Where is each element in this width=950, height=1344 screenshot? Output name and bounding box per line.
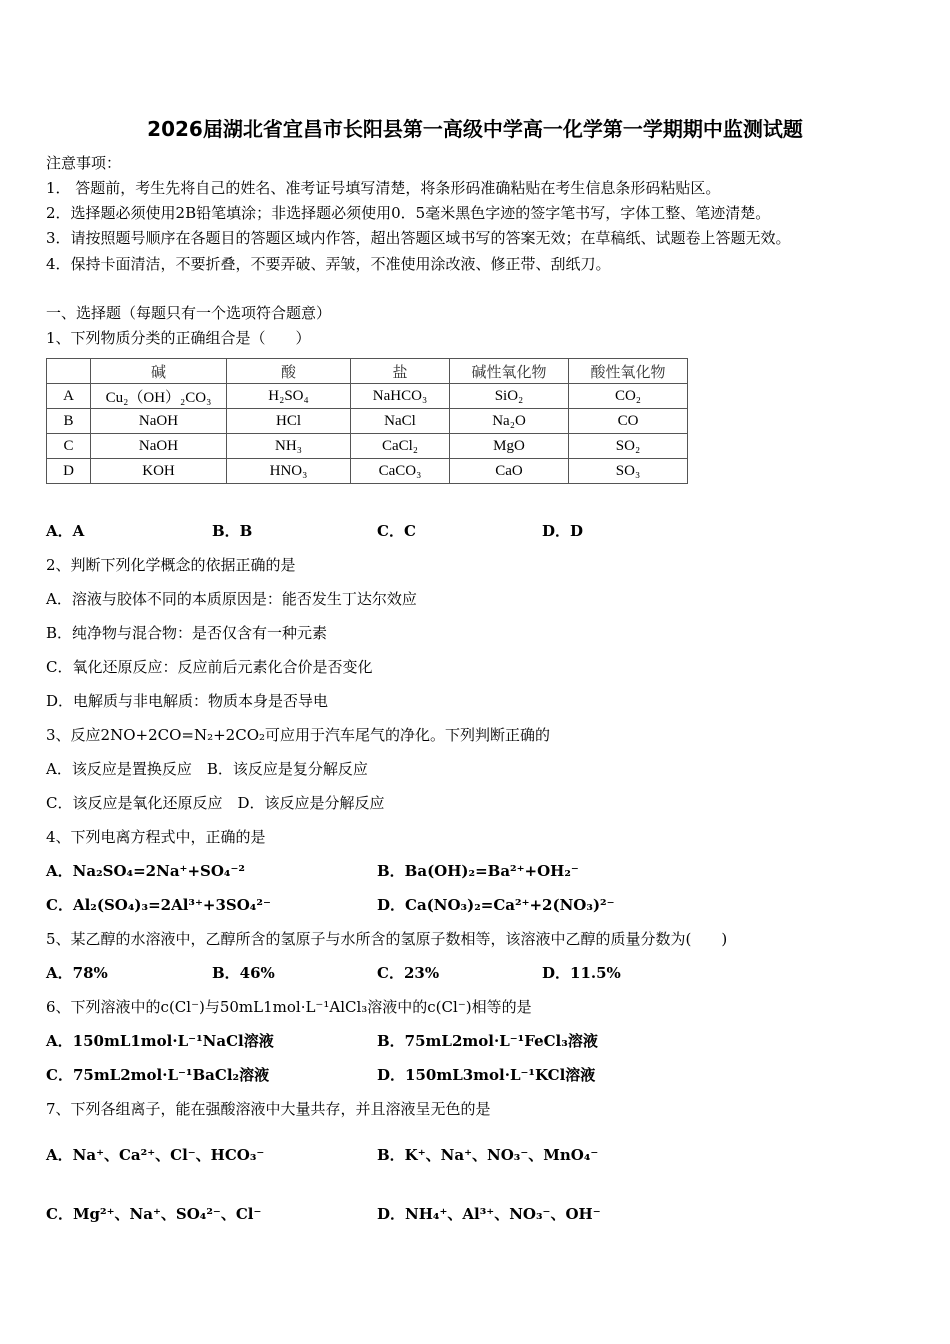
table-row: [47, 384, 688, 409]
notice-item: 2．选择题必须使用2B铅笔填涂；非选择题必须使用0．5毫米黑色字迹的签字笔书写，字体工整、笔迹清楚。: [46, 204, 771, 222]
table-header-cell: 酸: [227, 359, 351, 384]
option-c: C．氧化还原反应：反应前后元素化合价是否变化: [46, 658, 373, 676]
table-row: [47, 459, 688, 484]
table-row: [47, 409, 688, 434]
question-stem: 2、判断下列化学概念的依据正确的是: [46, 556, 296, 574]
option-b: B．纯净物与混合物：是否仅含有一种元素: [46, 624, 328, 642]
option-b: B．K⁺、Na⁺、NO₃⁻、MnO₄⁻: [377, 1146, 599, 1164]
table-cell: NaOH: [91, 434, 227, 459]
option-a: A．78%: [46, 964, 108, 982]
table-cell: NH₃: [227, 434, 351, 459]
option-d: D．11.5%: [542, 964, 621, 982]
option-c: C．23%: [377, 964, 440, 982]
table-cell: SO₂: [569, 434, 688, 459]
table-header-row: [47, 359, 688, 384]
table-cell: MgO: [450, 434, 569, 459]
classification-table: [46, 358, 688, 484]
question-stem: 5、某乙醇的水溶液中，乙醇所含的氢原子与水所含的氢原子数相等，该溶液中乙醇的质量分数为( ): [46, 930, 728, 948]
option-d: D．Ca(NO₃)₂=Ca²⁺+2(NO₃)²⁻: [377, 896, 615, 914]
table-cell: CaO: [450, 459, 569, 484]
question-stem: 4、下列电离方程式中，正确的是: [46, 828, 266, 846]
option-c: C．C: [377, 522, 416, 540]
table-cell: Cu₂（OH）₂CO₃: [91, 384, 227, 409]
notice-item: 1． 答题前，考生先将自己的姓名、准考证号填写清楚，将条形码准确粘贴在考生信息条形码粘贴区。: [46, 179, 721, 197]
table-header-cell: 酸性氧化物: [569, 359, 688, 384]
question-stem: 3、反应2NO+2CO=N₂+2CO₂可应用于汽车尾气的净化。下列判断正确的: [46, 726, 551, 744]
notice-item: 4．保持卡面清洁，不要折叠，不要弄破、弄皱，不准使用涂改液、修正带、刮纸刀。: [46, 255, 611, 273]
question-stem: 7、下列各组离子，能在强酸溶液中大量共存，并且溶液呈无色的是: [46, 1100, 491, 1118]
option-a: A．150mL1mol·L⁻¹NaCl溶液: [46, 1032, 274, 1050]
table-cell: Na₂O: [450, 409, 569, 434]
table-cell: CO: [569, 409, 688, 434]
notice-heading: 注意事项：: [46, 154, 122, 172]
table-row: [47, 434, 688, 459]
option-d: D．电解质与非电解质：物质本身是否导电: [46, 692, 329, 710]
section-heading: 一、选择题（每题只有一个选项符合题意）: [46, 304, 332, 322]
option-cd: C．该反应是氧化还原反应 D．该反应是分解反应: [46, 794, 385, 812]
table-cell: B: [47, 409, 91, 434]
table-cell: D: [47, 459, 91, 484]
option-c: C．75mL2mol·L⁻¹BaCl₂溶液: [46, 1066, 270, 1084]
option-c: C．Mg²⁺、Na⁺、SO₄²⁻、Cl⁻: [46, 1205, 262, 1223]
page-title: 2026届湖北省宜昌市长阳县第一高级中学高一化学第一学期期中监测试题: [147, 117, 803, 141]
table-cell: H₂SO₄: [227, 384, 351, 409]
option-a: A．A: [46, 522, 85, 540]
table-cell: NaCl: [351, 409, 450, 434]
table-cell: CO₂: [569, 384, 688, 409]
table-cell: C: [47, 434, 91, 459]
table-cell: NaHCO₃: [351, 384, 450, 409]
table-header-cell: [47, 359, 91, 384]
option-a: A．Na₂SO₄=2Na⁺+SO₄⁻²: [46, 862, 245, 880]
option-b: B．Ba(OH)₂=Ba²⁺+OH₂⁻: [377, 862, 579, 880]
table-cell: SO₃: [569, 459, 688, 484]
table-header-cell: 碱性氧化物: [450, 359, 569, 384]
table-header-cell: 盐: [351, 359, 450, 384]
option-ab: A．该反应是置换反应 B．该反应是复分解反应: [46, 760, 368, 778]
question-stem: 1、下列物质分类的正确组合是（ ）: [46, 329, 311, 347]
option-b: B．75mL2mol·L⁻¹FeCl₃溶液: [377, 1032, 598, 1050]
option-a: A．溶液与胶体不同的本质原因是：能否发生丁达尔效应: [46, 590, 417, 608]
option-d: D．150mL3mol·L⁻¹KCl溶液: [377, 1066, 596, 1084]
option-d: D．D: [542, 522, 584, 540]
option-b: B．B: [212, 522, 253, 540]
table-cell: A: [47, 384, 91, 409]
notice-item: 3．请按照题号顺序在各题目的答题区域内作答，超出答题区域书写的答案无效；在草稿纸、试题卷上答题无效。: [46, 229, 791, 247]
table-header-cell: 碱: [91, 359, 227, 384]
table-cell: NaOH: [91, 409, 227, 434]
option-c: C．Al₂(SO₄)₃=2Al³⁺+3SO₄²⁻: [46, 896, 271, 914]
option-d: D．NH₄⁺、Al³⁺、NO₃⁻、OH⁻: [377, 1205, 601, 1223]
table-cell: HCl: [227, 409, 351, 434]
table-cell: KOH: [91, 459, 227, 484]
option-a: A．Na⁺、Ca²⁺、Cl⁻、HCO₃⁻: [46, 1146, 265, 1164]
question-stem: 6、下列溶液中的c(Cl⁻)与50mL1mol·L⁻¹AlCl₃溶液中的c(Cl⁻)相等的是: [46, 998, 532, 1016]
option-b: B．46%: [212, 964, 275, 982]
table-cell: CaCl₂: [351, 434, 450, 459]
table-cell: SiO₂: [450, 384, 569, 409]
table-cell: CaCO₃: [351, 459, 450, 484]
table-cell: HNO₃: [227, 459, 351, 484]
